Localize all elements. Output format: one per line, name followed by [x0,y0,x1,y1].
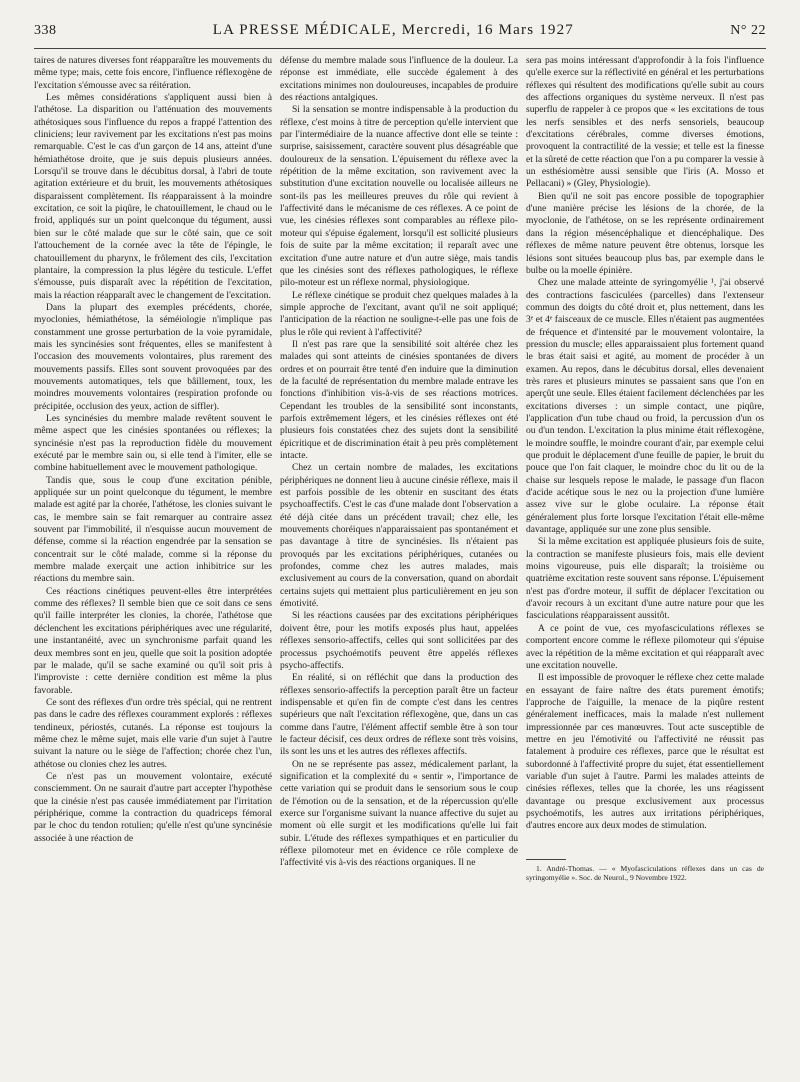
paragraph: A ce point de vue, ces myofasciculations réflexes se comportent encore comme le réflexe pilomoteur qui s'épuise avec la répétition de la même excitation et qui réapparaît avec une excitation nouvelle. [526,622,764,671]
page-number: 338 [34,23,57,38]
running-header [34,22,766,44]
header-rule [34,48,766,49]
paragraph: Les syncinésies du membre malade revêtent souvent le même aspect que les cinésies spontanées ou réflexes; la syncinésie n'est pas la reproduction fidèle du mouvement exécuté par le membre sain ou, si elle tend à l'imiter, elle se combine habituellement avec le mouvement pathologique. [34,412,272,474]
paragraph: Le réflexe cinétique se produit chez quelques malades à la simple approche de l'excitant, avant qu'il ne soit appliqué; l'anticipation de la réaction ne souligne-t-elle pas une fois de plus le rôle qui revient à l'affectivité? [280,289,518,338]
paragraph: Si la sensation se montre indispensable à la production du réflexe, c'est moins à titre de perception qu'elle intervient que par l'intermédiaire de la nuance affective dont elle se teinte : surprise, saisissement, caractère souvent plus désagréable que douloureux de la sensation. L'épuisement du réflexe avec la répétition de la même excitation, son ravivement avec la substitution d'une excitation nouvelle ou localisée ailleurs ne sont-ils pas les meilleures preuves du rôle qui revient à l'affectivité dans le mécanisme de ces réflexes. A ce point de vue, les cinésies réflexes sont comparables au réflexe pilo-moteur qui s'épuise également, lorsqu'il est sollicité plusieurs fois de suite par la même excitation; il reparaît avec une excitation d'une autre nature et d'un autre siège, mais tandis que les cinésies sont des réflexes pathologiques, le réflexe pilo-moteur est un réflexe normal, physiologique. [280,104,518,289]
journal-title: LA PRESSE MÉDICALE, Mercredi, 16 Mars 1927 [212,22,574,38]
footnote-rule [526,859,566,860]
paragraph: Chez un certain nombre de malades, les excitations périphériques ne donnent lieu à aucune cinésie réflexe, mais il est parfois possible de les obtenir en suscitant des états psychoaffectifs. C'est le cas d'une malade dont l'observation a été déjà citée dans un précédent travail; chez elle, les mouvements choréiques n'apparaissaient pas spontanément et pas davantage à titre de syncinésies. Ils n'étaient pas provoqués par les excitations périphériques, cutanées ou profondes, comme chez les autres malades, mais exclusivement au cours de la conversation, quand on abordait certains sujets qui mettaient plus particulièrement en jeu son émotivité. [280,462,518,610]
footnote: 1. André-Thomas. — « Myofasciculations réflexes dans un cas de syringomyélie ». Soc. de Neurol., 9 Novembre 1922. [526,863,764,883]
text-columns [34,55,766,883]
paragraph: Chez une malade atteinte de syringomyélie ¹, j'ai observé des contractions fasciculées (parcelles) dans l'extenseur commun des doigts du côté droit et, plus nettement, dans les 3ᵉ et 4ᵉ faisceaux de ce muscle. Elles n'étaient pas augmentées de fréquence et d'intensité par le mouvement volontaire, la pression du muscle; elles apparaissaient plus fortement quand le bras était saisi et agité, au moment de procéder à un examen. Au repos, dans le décubitus dorsal, elles devenaient très rares et plusieurs minutes se passaient sans que l'on en aperçût une seule. Elles étaient facilement déclenchées par les excitations diverses : un simple contact, une piqûre, l'application d'un tube chaud ou froid, la percussion d'un os ou d'un tendon. L'excitation la plus minime était réflexogène, le moindre souffle, le moindre courant d'air, par exemple celui que produit le déplacement d'une feuille de papier, le bruit du pouce que l'on fait claquer, le moindre choc du lit ou de la chaise sur lesquels repose le malade, le passage d'un flacon d'acide acétique sous le nez ou la projection d'une lumière assez vive sur le globe oculaire. La réponse était généralement plus forte lorsque l'excitation l'était elle-même davantage, appliquée sur une zone plus sensible. [526,277,764,536]
paragraph: Si les réactions causées par des excitations périphériques doivent être, pour les motifs exposés plus haut, appelées réflexes sensorio-affectifs, celles qui sont sollicitées par des processus psychoémotifs peuvent être appelés réflexes psycho-affectifs. [280,610,518,671]
column-middle [280,55,518,883]
paragraph: Ces réactions cinétiques peuvent-elles être interprétées comme des réflexes? Il semble bien que ce soit dans ce sens qu'il faille interpréter les clonies, la chorée, l'athétose que déclenchent les excitations périphériques avec une régularité, une instantanéité, avec un synchronisme parfait quand les deux membres sont en jeu, quelle que soit la position adoptée par le malade, qu'il se sache examiné ou qu'il soit pris à l'improviste : cette dernière condition est même la plus favorable. [34,585,272,696]
column-right [526,55,764,883]
column-left [34,55,272,883]
paragraph: Ce sont des réflexes d'un ordre très spécial, qui ne rentrent pas dans le cadre des réflexes couramment explorés : réflexes tendineux, périostés, cutanés. La réponse est toujours la même chez le même sujet, mais elle varie d'un sujet à l'autre suivant la nature ou le siège de l'affection; chorée chez l'un, athétose ou clonies chez les autres. [34,696,272,770]
paragraph: Ce n'est pas un mouvement volontaire, exécuté consciemment. On ne saurait d'autre part accepter l'hypothèse que la cinésie n'est pas causée immédiatement par l'irritation périphérique, comme la contraction du quadriceps fémoral par le choc du tendon rotulien; qu'elle n'est qu'une syncinésie associée à une réaction de [34,770,272,844]
paragraph: Bien qu'il ne soit pas encore possible de topographier d'une manière précise les lésions de la chorée, de la myoclonie, de l'athétose, on se les représente ordinairement dans la région mésencéphalique et diencéphalique. Des réflexes de même nature peuvent être obtenus, lorsque les lésions sont situées beaucoup plus bas, par exemple dans le bulbe ou la moelle épinière. [526,190,764,276]
paragraph: Tandis que, sous le coup d'une excitation pénible, appliquée sur un point quelconque du tégument, le membre malade est agité par la chorée, l'athétose, les clonies suivant le cas, le membre sain se fait remarquer au contraire assez souvent par l'immobilité, il n'esquisse aucun mouvement de défense, comme si la réaction engendrée par la sensation se concentrait sur le côté malade, comme si la réponse du membre malade exerçait une action inhibitrice sur les réactions du membre sain. [34,474,272,585]
paragraph: Les mêmes considérations s'appliquent aussi bien à l'athétose. La disparition ou l'atténuation des mouvements athétosiques sous l'influence du repos a frappé l'attention des cliniciens; leur ravivement par les excitations n'est pas moins remarquable. C'est le cas d'un garçon de 14 ans, atteint d'une hémiathétose droite, que je suis depuis plusieurs années. Lorsqu'il se trouve dans le décubitus dorsal, à l'abri de toute agitation extérieure et du bruit, les mouvements athétosiques disparaissent complètement. Ils réapparaissent à la moindre excitation, ce soit la piqûre, le chatouillement, le chaud ou le froid, appliqués sur un point quelconque du tégument, aussi bien sur le côté malade que sur le côté sain, que ce soit l'attouchement de la cornée avec la tête de l'épingle, le chatouillement du pharynx, le frôlement des cils, l'excitation plantaire, la compression la plus légère du testicule. L'effet s'émousse, puis disparaît avec la répétition de l'excitation, mais la réaction réapparaît avec le changement de l'excitation. [34,92,272,301]
paragraph: En réalité, si on réfléchit que dans la production des réflexes sensorio-affectifs la perception paraît être un facteur indispensable et qu'en fin de compte c'est dans les centres supérieurs que naît l'excitation réflexogène, que, dans un cas comme dans l'autre, l'élément affectif semble être à son tour le facteur décisif, ces deux ordres de réflexe sont très voisins, ils sont les uns et les autres des réflexes affectifs. [280,672,518,758]
paragraph: défense du membre malade sous l'influence de la douleur. La réponse est immédiate, elle succède également à des excitations minimes non douloureuses, incapables de produire des réactions antalgiques. [280,55,518,104]
paragraph: Dans la plupart des exemples précédents, chorée, myoclonies, hémiathétose, la séméiologie n'implique pas constamment une grosse perturbation de la voie pyramidale, mais les syncinésies sont fréquentes, elles se manifestent à l'occasion des mouvements volontaires, plus rarement des mouvements passifs. Elles sont souvent provoquées par des mouvements automatiques, tels que bâillement, toux, les moindres mouvements volontaires (respiration profonde ou précipitée, occlusion des yeux, action de siffler). [34,301,272,412]
paragraph: Il n'est pas rare que la sensibilité soit altérée chez les malades qui sont atteints de cinésies spontanées de divers ordres et on pourrait être tenté d'en induire que la diminution de la faculté de représentation du membre malade entrave les fonctions d'inhibition vis-à-vis de ses réactions motrices. Cependant les troubles de la sensibilité sont inconstants, parfois extrêmement légers, et les cinésies réflexes ont été plusieurs fois constatées chez des sujets dont la sensibilité épicritique et de discrimination était à peu près complètement intacte. [280,338,518,461]
paragraph: sera pas moins intéressant d'approfondir à la fois l'influence qu'elle exerce sur la réflectivité en général et les perturbations réflexes qui résultent des modifications qu'elle subit au cours des affections organiques du système nerveux. Il n'est pas superflu de rappeler à ce propos que « les excitations de tous les nerfs sensibles et des nerfs sensoriels, beaucoup d'excitations cérébrales, comme diverses émotions, provoquent la contractilité de la vessie; et telle est la finesse et la sûreté de cette réaction que l'on a pu comparer la vessie à un esthésiomètre aussi sensible que l'iris (A. Mosso et Pellacani) » (Gley, Physiologie). [526,55,764,190]
paragraph: Si la même excitation est appliquée plusieurs fois de suite, la contraction se manifeste plusieurs fois, mais elle devient moins vigoureuse, puis elle disparaît; la troisième ou quatrième excitation reste souvent sans réponse. L'épuisement n'est pas d'ordre moteur, il suffit de déplacer l'excitation ou d'avoir recours à un excitant d'une autre nature pour que les fasciculations réapparaissent aussitôt. [526,536,764,622]
issue-number: N° 22 [730,23,766,38]
paragraph: taires de natures diverses font réapparaître les mouvements du même type; mais, cette fois encore, l'influence réflexogène de l'excitation s'émousse avec sa réitération. [34,55,272,91]
paragraph: Il est impossible de provoquer le réflexe chez cette malade en essayant de faire naître des états purement émotifs; l'approche de l'aiguille, la menace de la piqûre restent généralement inefficaces, mais la malade n'est nullement impressionnée par ces manœuvres. Tout acte susceptible de mettre en jeu l'émotivité ou l'affectivité ne réussit pas fatalement à produire ces réflexes, parce que le résultat est subordonné à l'affectivité propre du sujet, état essentiellement variable d'un sujet à l'autre. Parmi les malades atteints de cinésies réflexes, telles que la chorée, les uns réagissent davantage ou presque exclusivement aux processus psychoémotifs, les autres aux irritations périphériques, d'autres encore aux deux modes de stimulation. [526,672,764,832]
paragraph: On ne se représente pas assez, médicalement parlant, la signification et la complexité du « sentir », l'importance de cette variation qui se produit dans le sensorium sous le coup de l'émotion ou de la sensation, et de la répercussion qu'elle exerce sur l'organisme suivant la nuance affective du sujet au moment où elle surgit et les modifications qu'elle lui fait subir. L'étude des réflexes sympathiques et en particulier du réflexe pilomoteur met en évidence ce rôle complexe de l'affectivité vis à-vis des réactions organiques. Il ne [280,758,518,869]
